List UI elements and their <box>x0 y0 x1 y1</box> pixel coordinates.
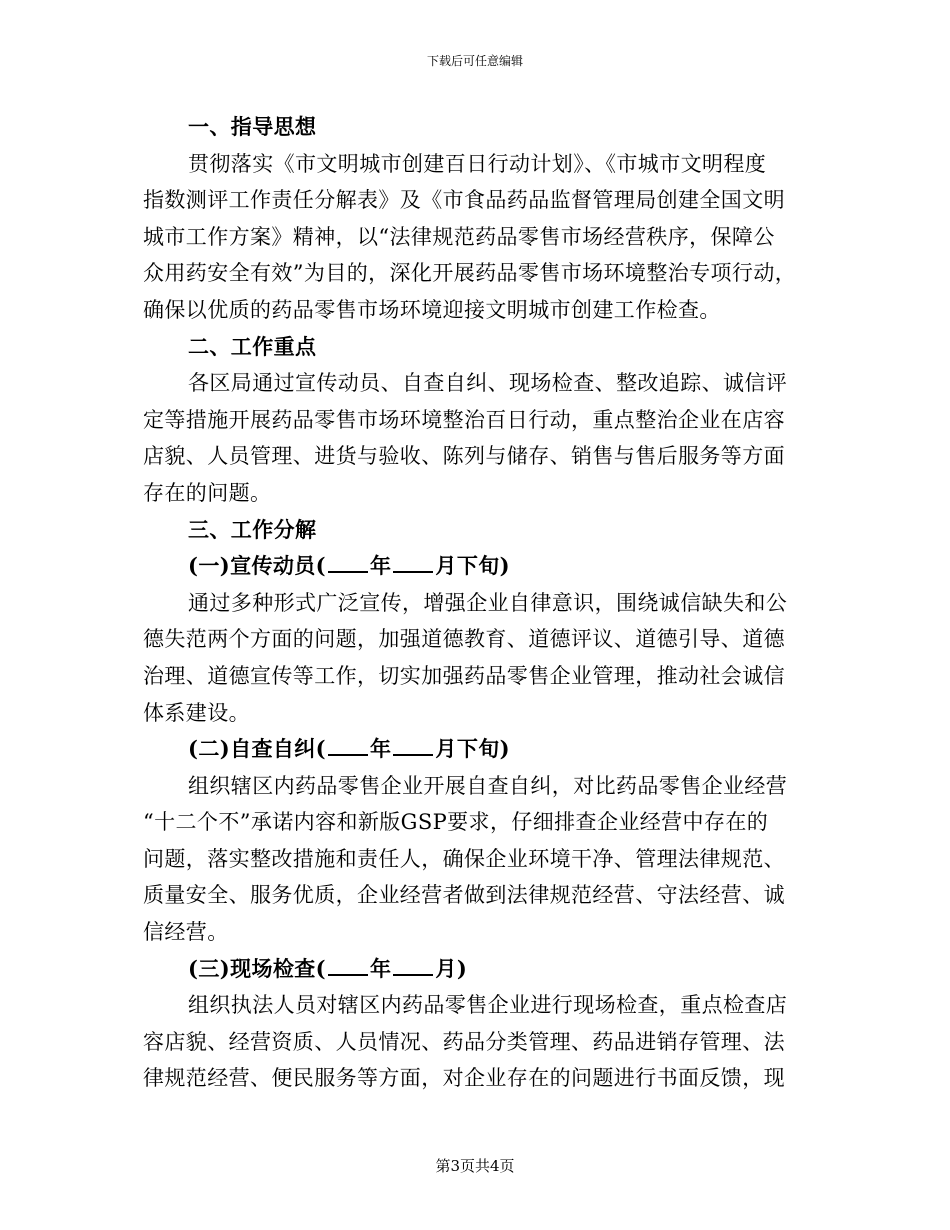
blank-underline <box>328 553 368 573</box>
subsection-month: 月下旬) <box>435 736 510 762</box>
paragraph-line: 组织执法人员对辖区内药品零售企业进行现场检查，重点检查店 <box>188 993 788 1018</box>
paragraph-line: 各区局通过宣传动员、自查自纠、现场检查、整改追踪、诚信评 <box>188 371 788 396</box>
paragraph-line: 问题，落实整改措施和责任人，确保企业环境干净、管理法律规范、 <box>143 846 785 871</box>
paragraph-line: 组织辖区内药品零售企业开展自查自纠，对比药品零售企业经营 <box>188 773 788 798</box>
paragraph-line: 体系建设。 <box>143 700 250 725</box>
subsection-prefix: (二)自查自纠( <box>188 736 327 762</box>
subsection-year: 年 <box>370 553 392 579</box>
blank-underline <box>393 736 433 756</box>
subsection-title-self-inspection <box>143 731 803 768</box>
subsection-prefix: (一)宣传动员( <box>188 553 327 579</box>
paragraph-line: 城市工作方案》精神，以“法律规范药品零售市场经营秩序，保障公 <box>143 224 775 249</box>
paragraph-line: 德失范两个方面的问题，加强道德教育、道德评议、道德引导、道德 <box>143 627 785 652</box>
subsection-year: 年 <box>370 955 392 981</box>
blank-underline <box>328 956 368 976</box>
paragraph-line: 通过多种形式广泛宣传，增强企业自律意识，围绕诚信缺失和公 <box>188 590 788 615</box>
blank-underline <box>393 956 433 976</box>
subsection-month: 月下旬) <box>435 553 510 579</box>
section-title-work-breakdown: 三、工作分解 <box>188 516 317 542</box>
paragraph-line: 确保以优质的药品零售市场环境迎接文明城市创建工作检查。 <box>143 297 721 322</box>
paragraph-line: 众用药安全有效”为目的，深化开展药品零售市场环境整治专项行动， <box>143 261 797 286</box>
subsection-title-publicity <box>143 548 803 585</box>
section-title-guiding-ideology: 一、指导思想 <box>188 114 317 139</box>
paragraph-line: 容店貌、经营资质、人员情况、药品分类管理、药品进销存管理、法 <box>143 1029 785 1054</box>
paragraph-line: 信经营。 <box>143 920 229 945</box>
paragraph-line: 贯彻落实《市文明城市创建百日行动计划》、《市城市文明程度 <box>188 151 767 176</box>
paragraph-line: 指数测评工作责任分解表》及《市食品药品监督管理局创建全国文明 <box>143 188 785 213</box>
subsection-month: 月) <box>435 955 468 981</box>
page-header-note: 下载后可任意编辑 <box>426 54 523 68</box>
paragraph-line: “十二个不”承诺内容和新版GSP要求，仔细排查企业经营中存在的 <box>143 810 769 835</box>
paragraph-line: 质量安全、服务优质，企业经营者做到法律规范经营、守法经营、诚 <box>143 883 785 908</box>
blank-underline <box>393 553 433 573</box>
paragraph-line: 店貌、人员管理、进货与验收、陈列与储存、销售与售后服务等方面 <box>143 444 785 469</box>
section-title-work-focus: 二、工作重点 <box>188 333 317 359</box>
page-number-footer: 第3页共4页 <box>435 1157 515 1175</box>
paragraph-line: 治理、道德宣传等工作，切实加强药品零售企业管理，推动社会诚信 <box>143 663 785 688</box>
blank-underline <box>328 736 368 756</box>
subsection-prefix: (三)现场检查( <box>188 955 327 981</box>
paragraph-line: 存在的问题。 <box>143 480 272 505</box>
document-body <box>143 109 803 1097</box>
paragraph-line: 律规范经营、便民服务等方面，对企业存在的问题进行书面反馈，现 <box>143 1066 785 1091</box>
subsection-year: 年 <box>370 736 392 762</box>
paragraph-line: 定等措施开展药品零售市场环境整治百日行动，重点整治企业在店容 <box>143 407 785 432</box>
subsection-title-site-inspection <box>143 951 803 988</box>
